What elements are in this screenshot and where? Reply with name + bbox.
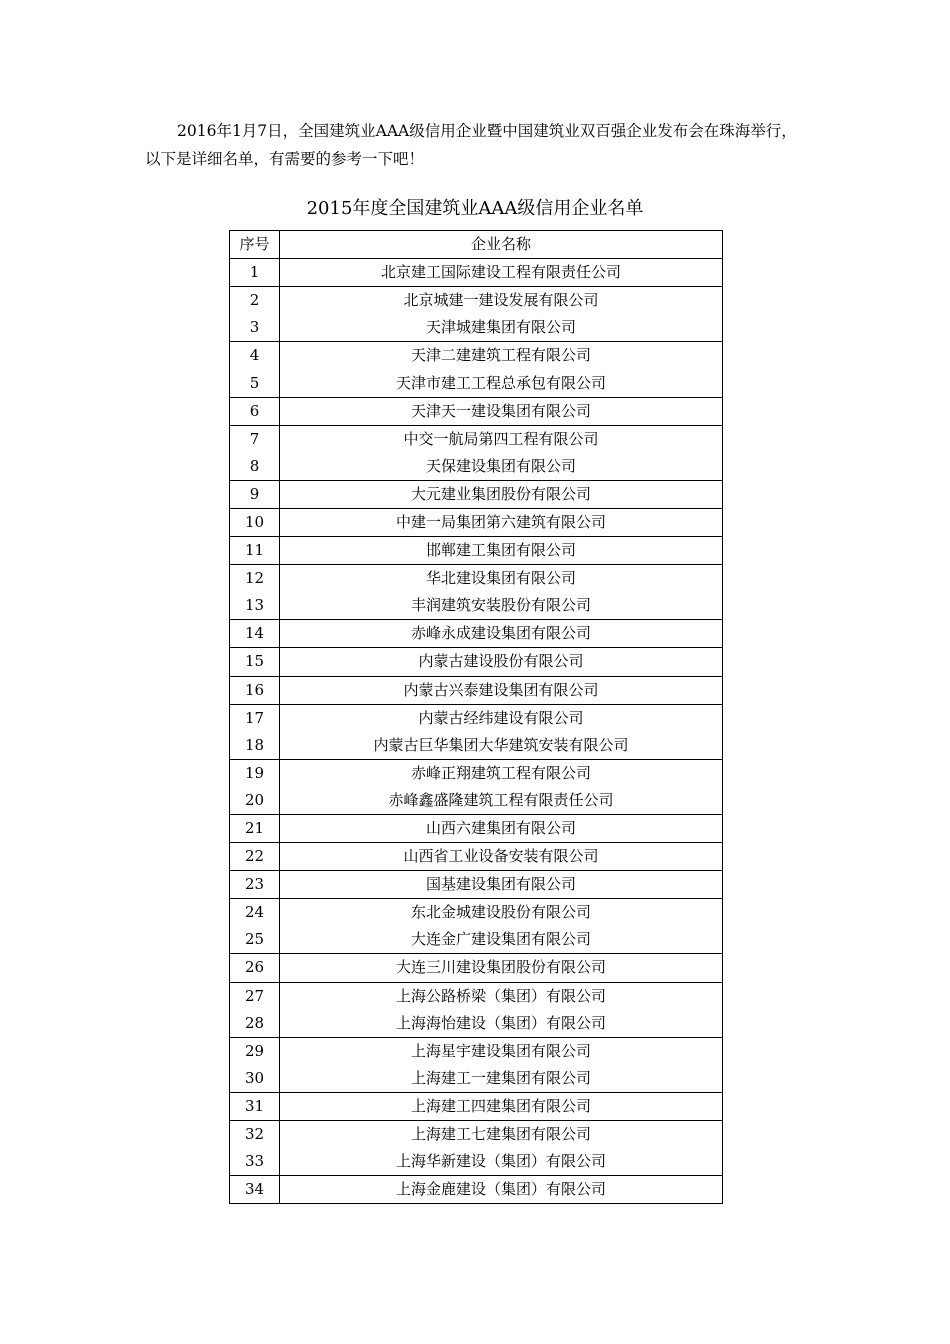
row-number: 23	[230, 871, 280, 899]
table-row	[230, 480, 723, 508]
company-name: 东北金城建设股份有限公司	[280, 899, 723, 927]
company-name: 内蒙古巨华集团大华建筑安装有限公司	[280, 732, 723, 760]
table-body	[230, 259, 723, 1204]
company-name: 天津城建集团有限公司	[280, 314, 723, 342]
row-number: 32	[230, 1121, 280, 1149]
row-number: 27	[230, 982, 280, 1010]
table-row	[230, 759, 723, 787]
table-row	[230, 871, 723, 899]
company-name: 中交一航局第四工程有限公司	[280, 425, 723, 453]
company-name: 赤峰正翔建筑工程有限公司	[280, 759, 723, 787]
company-name: 内蒙古兴泰建设集团有限公司	[280, 676, 723, 704]
table-row	[230, 1010, 723, 1038]
company-name: 华北建设集团有限公司	[280, 565, 723, 593]
table-row	[230, 1037, 723, 1065]
table-row	[230, 899, 723, 927]
intro-paragraph: 2016年1月7日，全国建筑业AAA级信用企业暨中国建筑业双百强企业发布会在珠海举行，以下是详细名单，有需要的参考一下吧！	[145, 122, 797, 168]
row-number: 13	[230, 592, 280, 620]
row-number: 22	[230, 843, 280, 871]
table-row	[230, 787, 723, 815]
row-number: 20	[230, 787, 280, 815]
row-number: 17	[230, 704, 280, 732]
table-row	[230, 843, 723, 871]
table-row	[230, 1065, 723, 1093]
table-row	[230, 704, 723, 732]
table-row	[230, 620, 723, 648]
row-number: 12	[230, 565, 280, 593]
table-row	[230, 982, 723, 1010]
row-number: 8	[230, 453, 280, 481]
table-row	[230, 954, 723, 982]
row-number: 31	[230, 1092, 280, 1120]
table-row	[230, 342, 723, 370]
table-row	[230, 926, 723, 954]
row-number: 15	[230, 648, 280, 676]
table-row	[230, 314, 723, 342]
table-row	[230, 814, 723, 842]
company-name: 上海公路桥梁（集团）有限公司	[280, 982, 723, 1010]
table-row	[230, 259, 723, 287]
company-name: 上海建工一建集团有限公司	[280, 1065, 723, 1093]
row-number: 29	[230, 1037, 280, 1065]
table-row	[230, 1176, 723, 1204]
row-number: 33	[230, 1148, 280, 1176]
company-name: 上海建工七建集团有限公司	[280, 1121, 723, 1149]
company-name: 大连三川建设集团股份有限公司	[280, 954, 723, 982]
table-row	[230, 732, 723, 760]
table-header-row	[230, 231, 723, 259]
row-number: 34	[230, 1176, 280, 1204]
table-row	[230, 425, 723, 453]
row-number: 11	[230, 537, 280, 565]
row-number: 2	[230, 287, 280, 315]
company-name: 天津天一建设集团有限公司	[280, 397, 723, 425]
table-row	[230, 1121, 723, 1149]
row-number: 10	[230, 508, 280, 536]
table-row	[230, 397, 723, 425]
company-name: 大元建业集团股份有限公司	[280, 480, 723, 508]
row-number: 9	[230, 480, 280, 508]
row-number: 3	[230, 314, 280, 342]
company-name: 丰润建筑安装股份有限公司	[280, 592, 723, 620]
row-number: 30	[230, 1065, 280, 1093]
company-name: 上海海怡建设（集团）有限公司	[280, 1010, 723, 1038]
row-number: 24	[230, 899, 280, 927]
table-row	[230, 592, 723, 620]
row-number: 19	[230, 759, 280, 787]
company-name: 内蒙古经纬建设有限公司	[280, 704, 723, 732]
company-table	[229, 230, 723, 1204]
row-number: 25	[230, 926, 280, 954]
table-row	[230, 1148, 723, 1176]
company-name: 上海金鹿建设（集团）有限公司	[280, 1176, 723, 1204]
table-row	[230, 648, 723, 676]
table-row	[230, 537, 723, 565]
row-number: 7	[230, 425, 280, 453]
header-company-name: 企业名称	[280, 231, 723, 259]
table-row	[230, 676, 723, 704]
row-number: 21	[230, 814, 280, 842]
company-name: 天津市建工工程总承包有限公司	[280, 369, 723, 397]
row-number: 6	[230, 397, 280, 425]
company-name: 上海建工四建集团有限公司	[280, 1092, 723, 1120]
table-row	[230, 369, 723, 397]
company-name: 北京建工国际建设工程有限责任公司	[280, 259, 723, 287]
company-name: 天津二建建筑工程有限公司	[280, 342, 723, 370]
row-number: 5	[230, 369, 280, 397]
table-row	[230, 287, 723, 315]
row-number: 4	[230, 342, 280, 370]
company-name: 中建一局集团第六建筑有限公司	[280, 508, 723, 536]
company-name: 天保建设集团有限公司	[280, 453, 723, 481]
company-name: 北京城建一建设发展有限公司	[280, 287, 723, 315]
table-row	[230, 1092, 723, 1120]
table-row	[230, 508, 723, 536]
company-name: 山西省工业设备安装有限公司	[280, 843, 723, 871]
company-name: 上海华新建设（集团）有限公司	[280, 1148, 723, 1176]
header-number: 序号	[230, 231, 280, 259]
row-number: 1	[230, 259, 280, 287]
table-row	[230, 565, 723, 593]
row-number: 18	[230, 732, 280, 760]
row-number: 28	[230, 1010, 280, 1038]
company-name: 内蒙古建设股份有限公司	[280, 648, 723, 676]
company-name: 国基建设集团有限公司	[280, 871, 723, 899]
company-name: 赤峰永成建设集团有限公司	[280, 620, 723, 648]
company-name: 邯郸建工集团有限公司	[280, 537, 723, 565]
table-row	[230, 453, 723, 481]
row-number: 26	[230, 954, 280, 982]
row-number: 16	[230, 676, 280, 704]
company-name: 山西六建集团有限公司	[280, 814, 723, 842]
company-name: 大连金广建设集团有限公司	[280, 926, 723, 954]
company-name: 赤峰鑫盛隆建筑工程有限责任公司	[280, 787, 723, 815]
document-title: 2015年度全国建筑业AAA级信用企业名单	[306, 198, 644, 219]
row-number: 14	[230, 620, 280, 648]
company-name: 上海星宇建设集团有限公司	[280, 1037, 723, 1065]
